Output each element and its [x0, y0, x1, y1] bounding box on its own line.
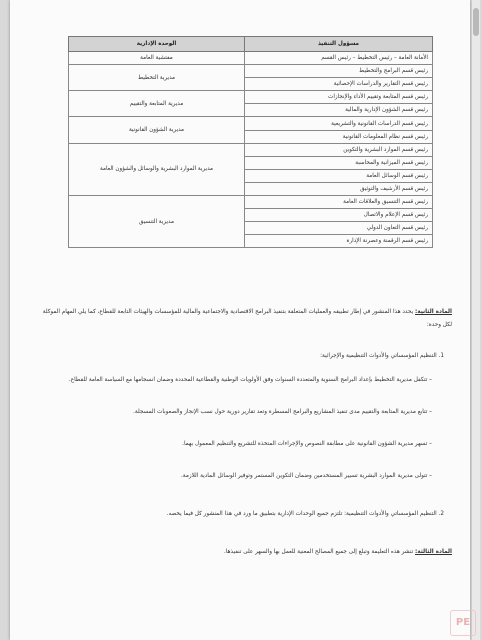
- section-one-heading: 1. التنظيم المؤسساتي والأدوات التنظيمية والإجرائية:: [320, 353, 444, 359]
- table-cell-role: الأمانة العامة – رئيس التخطيط – رئيس القسم: [245, 52, 433, 65]
- table-body: [69, 52, 433, 248]
- table-cell-role: رئيس قسم الإعلام والاتصال: [245, 209, 433, 222]
- table-cell-unit: مديرية الشؤون القانونية: [69, 117, 245, 143]
- table-row: [69, 52, 433, 65]
- table-cell-unit: مفتشية العامة: [69, 52, 245, 65]
- table-cell-role: رئيس قسم نظام المعلومات القانونية: [245, 130, 433, 143]
- article-three-text: تنشر هذه التعليمة وتبلغ إلى جميع المصالح المعنية للعمل بها والسهر على تنفيذها.: [224, 549, 414, 555]
- list-item: – تتكفل مديرية التخطيط بإعداد البرامج السنوية والمتعددة السنوات وفق الأولويات الوطنية والقطاعية المحددة وضمان انسجامها مع السياسة العامة للقطاع.: [68, 377, 432, 383]
- list-item: – تتولى مديرية الموارد البشرية تسيير المستخدمين وضمان التكوين المستمر وتوفير الوسائل المادية اللازمة.: [180, 473, 432, 479]
- section-two-paragraph: 2. التنظيم المؤسساتي والأدوات التنظيمية: تلتزم جميع الوحدات الإدارية بتطبيق ما ورد في هذا المنشور كل فيما يخصه.: [166, 511, 444, 517]
- document-page: [10, 0, 470, 640]
- table-cell-unit: مديرية التنسيق: [69, 196, 245, 248]
- table-cell-role: رئيس قسم الدراسات القانونية والتشريعية: [245, 117, 433, 130]
- column-header-unit: الوحدة الإدارية: [69, 37, 245, 52]
- article-three-paragraph: [32, 546, 452, 559]
- table-cell-role: رئيس قسم الشؤون الإدارية والمالية: [245, 104, 433, 117]
- vertical-scrollbar[interactable]: [472, 0, 480, 640]
- table-cell-role: رئيس قسم التعاون الدولي: [245, 222, 433, 235]
- table-cell-role: رئيس قسم المتابعة وتقييم الأداء والإنجازات: [245, 91, 433, 104]
- table-row: [69, 143, 433, 156]
- table-header-row: [69, 37, 433, 52]
- table-cell-role: رئيس قسم التقارير والدراسات الإحصائية: [245, 78, 433, 91]
- table-cell-role: رئيس قسم الأرشيف والتوثيق: [245, 182, 433, 195]
- article-two-text: يحدد هذا المنشور في إطار تطبيقه والعمليات المتعلقة بتنفيذ البرامج الاقتصادية والاجتماعية والمالية للمؤسسات والهيئات التابعة للقطاع، كما يلي المهام الموكلة لكل وحدة:: [42, 309, 452, 328]
- table-cell-unit: مديرية المتابعة والتقييم: [69, 91, 245, 117]
- list-item: – تسهر مديرية الشؤون القانونية على مطابقة النصوص والإجراءات المتخذة للتشريع والتنظيم المعمول بهما.: [182, 441, 432, 447]
- table-cell-unit: مديرية الموارد البشرية والوسائل والشؤون العامة: [69, 143, 245, 195]
- table-row: [69, 117, 433, 130]
- article-two-label: المادة الثانية:: [414, 309, 452, 315]
- table-row: [69, 196, 433, 209]
- table-row: [69, 65, 433, 78]
- responsibility-table: [68, 36, 433, 248]
- scrollbar-thumb[interactable]: [473, 8, 479, 36]
- table-cell-role: رئيس قسم التنسيق والعلاقات العامة: [245, 196, 433, 209]
- article-three-label: المادة الثالثة:: [414, 549, 452, 555]
- table-row: [69, 91, 433, 104]
- column-header-role: مسؤول التنفيذ: [245, 37, 433, 52]
- table-cell-role: رئيس قسم الميزانية والمحاسبة: [245, 156, 433, 169]
- table-cell-role: رئيس قسم الموارد البشرية والتكوين: [245, 143, 433, 156]
- table-cell-role: رئيس قسم الوسائل العامة: [245, 169, 433, 182]
- table-cell-role: رئيس قسم الرقمنة وعصرنة الإدارة: [245, 235, 433, 248]
- list-item: – تتابع مديرية المتابعة والتقييم مدى تنفيذ المشاريع والبرامج المسطرة وتعد تقارير دورية حول نسب الإنجاز والصعوبات المسجلة.: [133, 409, 432, 415]
- table-cell-unit: مديرية التخطيط: [69, 65, 245, 91]
- table-cell-role: رئيس قسم البرامج والتخطيط: [245, 65, 433, 78]
- watermark-logo: PE: [450, 610, 476, 636]
- article-two-paragraph: [32, 306, 452, 331]
